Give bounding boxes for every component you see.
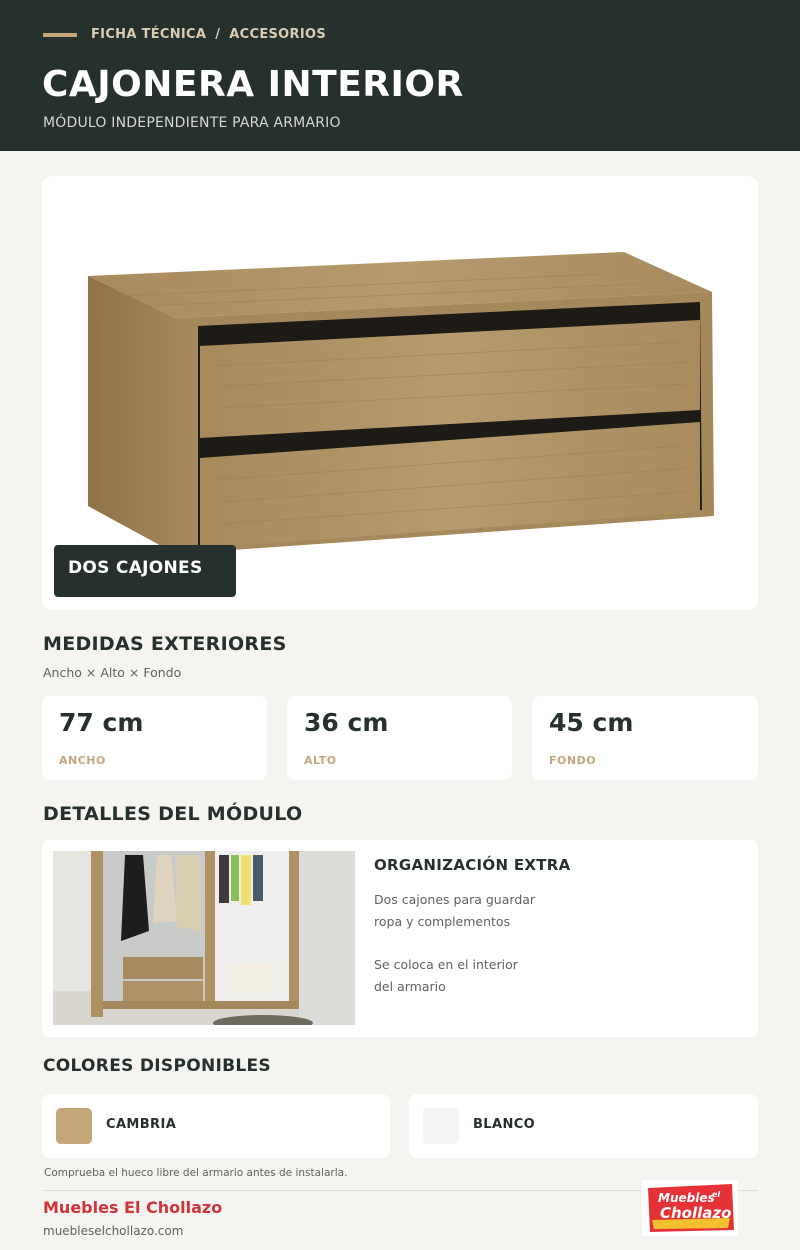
dimensions-title: MEDIDAS EXTERIORES <box>43 633 287 655</box>
svg-text:el: el <box>712 1190 721 1199</box>
breadcrumb-section: FICHA TÉCNICA <box>91 27 207 42</box>
dimension-label: FONDO <box>549 754 597 767</box>
install-note: Comprueba el hueco libre del armario antes de instalarla. <box>44 1167 348 1179</box>
dimension-card-width <box>42 696 267 780</box>
dimension-card-height <box>287 696 512 780</box>
brand-logo <box>642 1180 738 1236</box>
dimensions-subtitle: Ancho × Alto × Fondo <box>43 665 182 680</box>
dimension-card-depth <box>532 696 758 780</box>
wardrobe-interior-image <box>53 851 355 1025</box>
details-text-line: ropa y complementos <box>374 914 511 929</box>
dimension-value: 36 cm <box>304 708 389 737</box>
drawers-badge: DOS CAJONES <box>54 545 236 597</box>
color-swatch <box>423 1108 459 1144</box>
color-name: CAMBRIA <box>106 1117 177 1132</box>
details-text-line: Dos cajones para guardar <box>374 892 536 907</box>
details-card <box>42 840 758 1037</box>
breadcrumb-separator: / <box>215 27 221 42</box>
page-title: CAJONERA INTERIOR <box>42 64 464 105</box>
dimension-value: 77 cm <box>59 708 144 737</box>
dimension-label: ALTO <box>304 754 337 767</box>
brand-name[interactable]: Muebles El Chollazo <box>43 1198 223 1217</box>
header <box>0 0 800 151</box>
color-name: BLANCO <box>473 1117 536 1132</box>
details-text-line: del armario <box>374 979 446 994</box>
color-option-blanco[interactable] <box>409 1094 758 1158</box>
dimension-value: 45 cm <box>549 708 634 737</box>
page-subtitle: MÓDULO INDEPENDIENTE PARA ARMARIO <box>43 115 341 131</box>
details-heading: ORGANIZACIÓN EXTRA <box>374 856 571 874</box>
svg-text:Chollazo: Chollazo <box>660 1204 732 1222</box>
color-option-cambria[interactable] <box>42 1094 390 1158</box>
accent-bar <box>43 33 77 37</box>
details-title: DETALLES DEL MÓDULO <box>43 803 303 825</box>
website-link[interactable]: mueblеselchollazo.com <box>43 1224 184 1238</box>
color-swatch <box>56 1108 92 1144</box>
breadcrumb <box>43 27 326 42</box>
details-text-line: Se coloca en el interior <box>374 957 518 972</box>
svg-text:Muebles: Muebles <box>658 1191 715 1205</box>
colors-title: COLORES DISPONIBLES <box>43 1056 271 1076</box>
dimension-label: ANCHO <box>59 754 106 767</box>
breadcrumb-category: ACCESORIOS <box>229 27 326 42</box>
